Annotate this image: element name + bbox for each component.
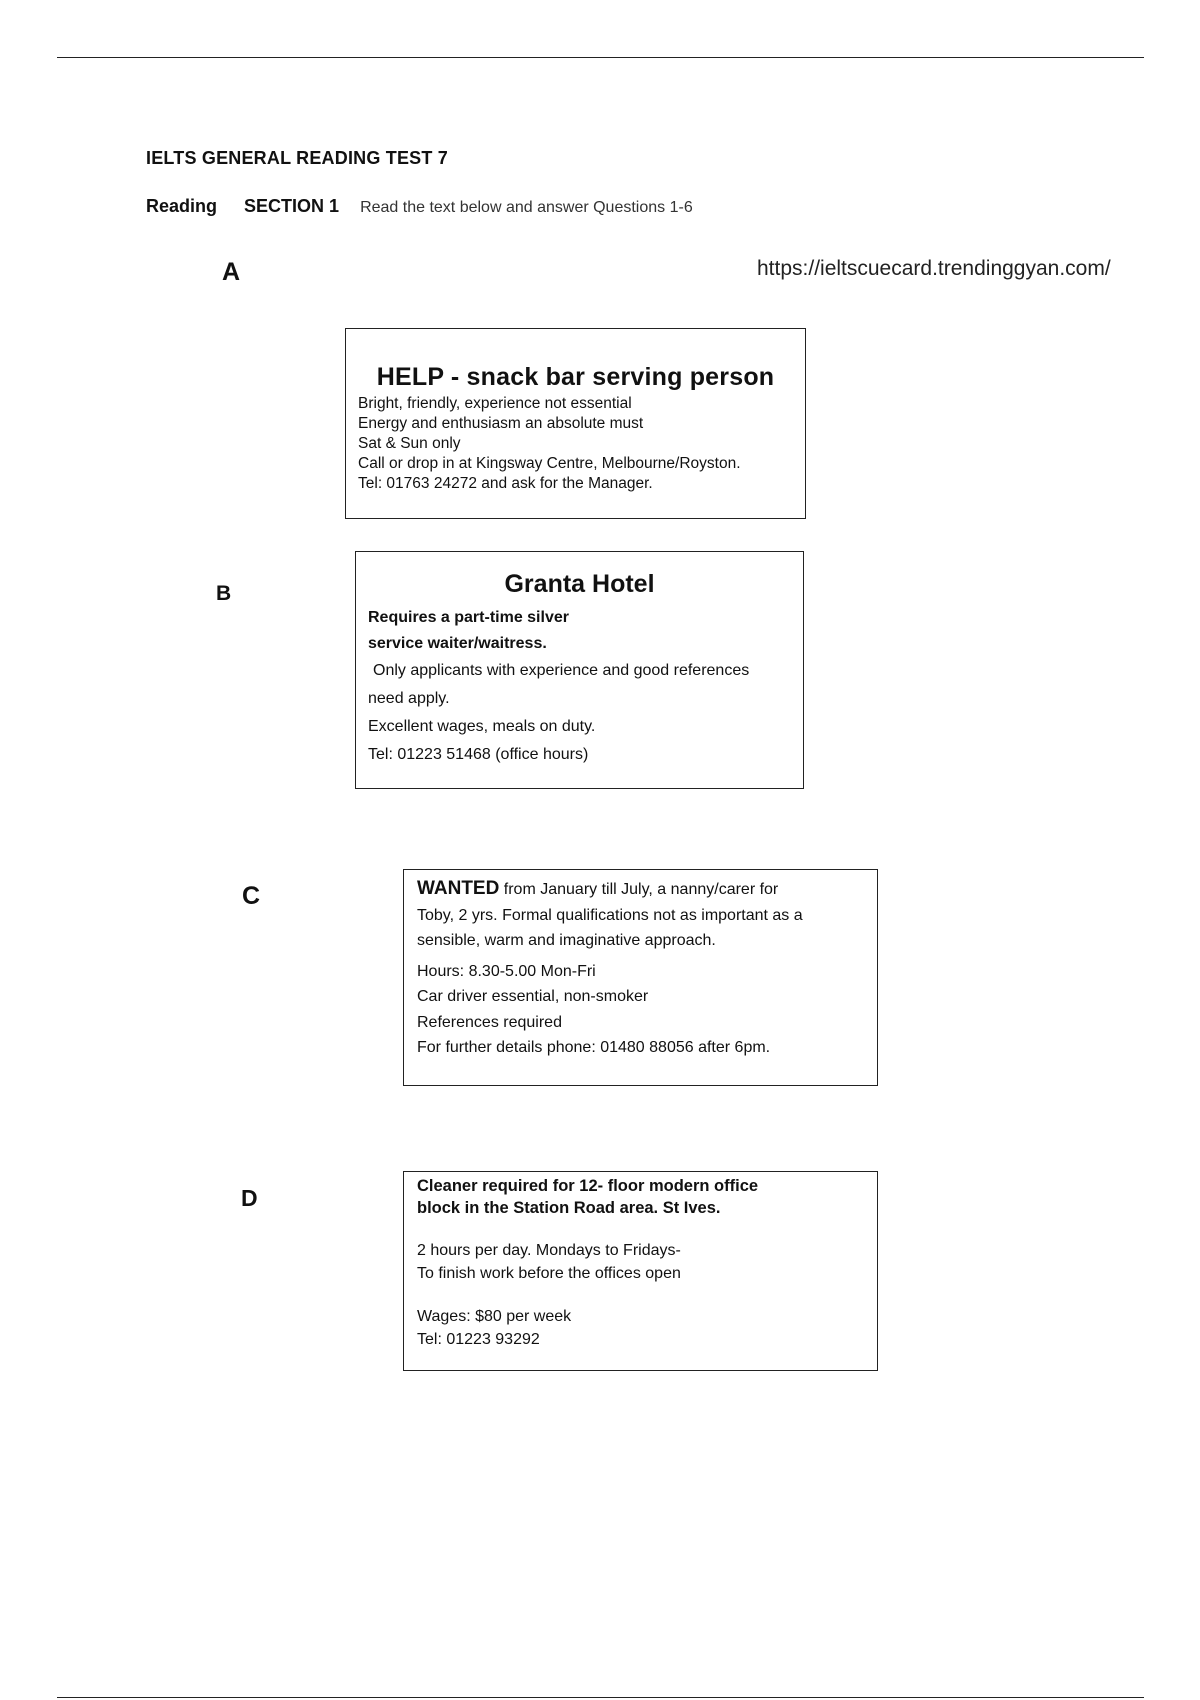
advert-c-body bbox=[417, 959, 865, 1061]
advert-b-subhead-line: Requires a part-time silver bbox=[368, 609, 569, 626]
advert-d-head-line: Cleaner required for 12- floor modern office bbox=[417, 1177, 759, 1195]
advert-d bbox=[403, 1171, 878, 1371]
advert-b-subhead-line: service waiter/waitress. bbox=[368, 635, 547, 652]
advert-d-hours bbox=[417, 1239, 864, 1285]
advert-b bbox=[355, 551, 804, 789]
advert-c-line: Car driver essential, non-smoker bbox=[417, 988, 649, 1005]
section-instruction: Read the text below and answer Questions 1-6 bbox=[360, 199, 693, 216]
advert-c-line: References required bbox=[417, 1013, 562, 1031]
section-heading bbox=[146, 196, 693, 217]
advert-b-line: Excellent wages, meals on duty. bbox=[368, 718, 596, 735]
source-url: https://ieltscuecard.trendinggyan.com/ bbox=[757, 257, 1111, 280]
advert-d-pay-line: Tel: 01223 93292 bbox=[417, 1331, 540, 1348]
advert-c-intro bbox=[417, 876, 865, 954]
bottom-divider bbox=[57, 1697, 1144, 1698]
advert-d-letter: D bbox=[241, 1185, 258, 1211]
advert-b-line: need apply. bbox=[368, 690, 450, 707]
advert-d-pay-line: Wages: $80 per week bbox=[417, 1308, 572, 1325]
advert-d-pay bbox=[417, 1305, 864, 1351]
advert-a-line: Bright, friendly, experience not essential bbox=[358, 395, 632, 412]
advert-b-line: Only applicants with experience and good references bbox=[373, 662, 750, 679]
advert-c-intro-line bbox=[417, 876, 865, 903]
section-label: SECTION 1 bbox=[244, 196, 340, 216]
advert-b-headline: Granta Hotel bbox=[504, 570, 655, 598]
advert-a bbox=[345, 328, 806, 519]
advert-b-letter: B bbox=[216, 582, 232, 605]
advert-b-line: Tel: 01223 51468 (office hours) bbox=[368, 746, 589, 763]
advert-a-headline: HELP - snack bar serving person bbox=[376, 363, 775, 391]
test-title: IELTS GENERAL READING TEST 7 bbox=[146, 148, 448, 168]
advert-c-intro-text: from January till July, a nanny/carer for bbox=[503, 881, 779, 898]
advert-c-line: For further details phone: 01480 88056 after 6pm. bbox=[417, 1039, 771, 1056]
advert-d-hours-line: 2 hours per day. Mondays to Fridays- bbox=[417, 1242, 681, 1259]
advert-d-head-line: block in the Station Road area. St Ives. bbox=[417, 1199, 721, 1217]
advert-d-hours-line: To finish work before the offices open bbox=[417, 1265, 681, 1282]
advert-c-wanted: WANTED bbox=[417, 878, 500, 899]
advert-d-headline bbox=[417, 1175, 864, 1219]
advert-a-letter: A bbox=[222, 258, 241, 286]
advert-a-line: Energy and enthusiasm an absolute must bbox=[358, 415, 644, 432]
advert-a-line: Tel: 01763 24272 and ask for the Manager. bbox=[358, 475, 653, 492]
advert-b-body bbox=[368, 657, 791, 769]
advert-a-line: Call or drop in at Kingsway Centre, Melbourne/Royston. bbox=[358, 455, 741, 472]
advert-c bbox=[403, 869, 878, 1086]
advert-a-body bbox=[358, 394, 793, 494]
advert-b-subhead bbox=[368, 605, 791, 657]
advert-c-intro-line: Toby, 2 yrs. Formal qualifications not as important as a bbox=[417, 906, 803, 924]
advert-c-line: Hours: 8.30-5.00 Mon-Fri bbox=[417, 962, 596, 980]
top-divider bbox=[57, 57, 1144, 58]
advert-a-line: Sat & Sun only bbox=[358, 435, 461, 452]
reading-label: Reading bbox=[146, 196, 218, 216]
advert-c-letter: C bbox=[242, 882, 261, 910]
advert-c-intro-line: sensible, warm and imaginative approach. bbox=[417, 932, 716, 949]
